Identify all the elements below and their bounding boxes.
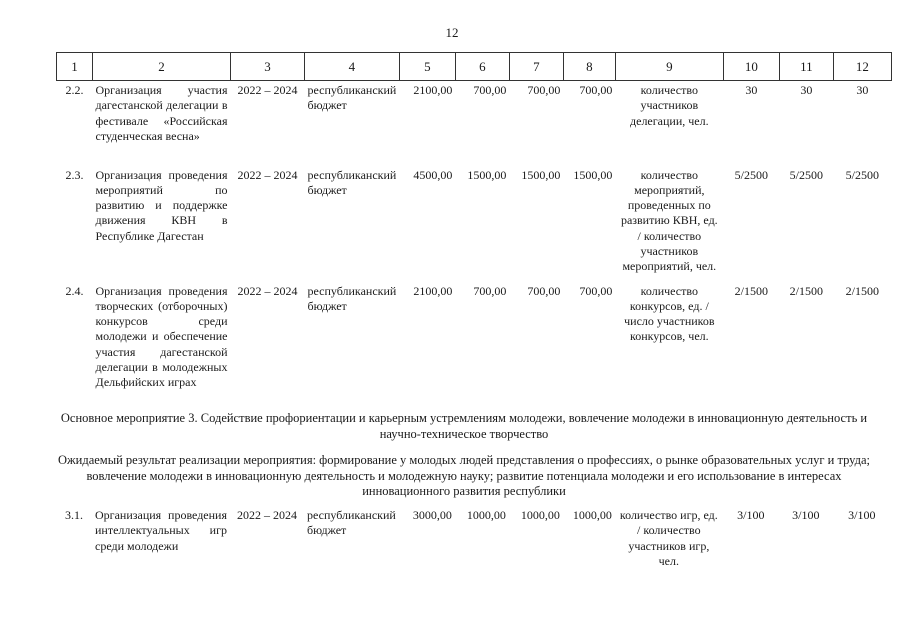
funding-2022: 700,00 xyxy=(473,283,507,298)
indicator-value-2023: 5/2500 xyxy=(789,167,823,182)
indicator-value-2024: 5/2500 xyxy=(845,167,879,182)
indicator-value-2023: 2/1500 xyxy=(789,283,823,298)
indicator: количество мероприятий, проведенных по развитию КВН, ед. / количество участников мероприятий, чел. xyxy=(620,167,718,274)
funding-total: 3000,00 xyxy=(412,508,452,522)
funding-total: 2100,00 xyxy=(413,283,453,298)
col-header: 9 xyxy=(615,53,723,81)
indicator-value-2024: 30 xyxy=(856,83,869,97)
period: 2022 – 2024 xyxy=(237,283,298,298)
table-row xyxy=(57,81,892,166)
row-number: 2.3. xyxy=(65,167,84,182)
table-row xyxy=(56,506,891,572)
measures-table-part2 xyxy=(56,506,891,572)
section-3-title: Основное мероприятие 3. Содействие профориентации и карьерным устремлениям молодежи, вовлечение молодежи в инновационную деятельность и научно-техническое творчество xyxy=(60,411,868,441)
indicator-value-2022: 2/1500 xyxy=(734,283,768,298)
row-number: 2.4. xyxy=(65,283,84,298)
funding-2022: 1000,00 xyxy=(466,508,506,522)
col-header: 12 xyxy=(833,53,891,81)
funding-total: 4500,00 xyxy=(413,167,453,182)
funding-2023: 700,00 xyxy=(527,283,561,298)
col-header: 2 xyxy=(93,53,231,81)
indicator: количество участников делегации, чел. xyxy=(630,83,709,128)
col-header: 8 xyxy=(563,53,615,81)
period: 2022 – 2024 xyxy=(237,167,298,182)
funding-source: республиканский бюджет xyxy=(307,508,396,538)
funding-2022: 700,00 xyxy=(473,83,507,97)
indicator-value-2024: 3/100 xyxy=(848,508,876,522)
indicator-value-2023: 30 xyxy=(800,83,813,97)
col-header: 1 xyxy=(57,53,93,81)
table-row xyxy=(57,166,892,282)
funding-2024: 1000,00 xyxy=(572,508,612,522)
measure-name: Организация участия дагестанской делегации в фестивале «Российская студенческая весна» xyxy=(95,83,228,143)
col-header: 7 xyxy=(509,53,563,81)
funding-source: республиканский бюджет xyxy=(307,83,397,113)
col-header: 6 xyxy=(455,53,509,81)
row-number: 3.1. xyxy=(65,508,83,522)
section-3-expected-result: Ожидаемый результат реализации мероприятия: формирование у молодых людей представления о профессиях, о рынке образовательных услуг и труда; вовлечение молодежи в инновационную деятельность и молодежную науку; развитие потенциала молодежи и его использование в интересах инновационного развития республики xyxy=(57,453,870,498)
indicator: количество игр, ед. / количество участников игр, чел. xyxy=(619,508,718,568)
measure-name: Организация проведения мероприятий по развитию и поддержке движения КВН в Республике Дагестан xyxy=(95,167,228,243)
funding-2023: 1500,00 xyxy=(521,167,561,182)
col-header: 4 xyxy=(305,53,400,81)
col-header: 11 xyxy=(779,53,833,81)
period: 2022 – 2024 xyxy=(237,83,298,97)
measure-name: Организация проведения интеллектуальных игр среди молодежи xyxy=(95,508,227,553)
page-number: 12 xyxy=(445,25,459,40)
col-header: 3 xyxy=(231,53,305,81)
indicator-value-2023: 3/100 xyxy=(792,508,820,522)
period: 2022 – 2024 xyxy=(237,508,297,522)
funding-2023: 700,00 xyxy=(527,83,561,97)
funding-2023: 1000,00 xyxy=(520,508,560,522)
col-header: 10 xyxy=(723,53,779,81)
funding-2024: 700,00 xyxy=(579,83,613,97)
funding-2024: 700,00 xyxy=(579,283,613,298)
measures-table-part1 xyxy=(56,52,892,407)
col-header: 5 xyxy=(399,53,455,81)
table-row xyxy=(57,282,892,407)
funding-2022: 1500,00 xyxy=(467,167,507,182)
indicator-value-2022: 30 xyxy=(745,83,758,97)
indicator-value-2022: 3/100 xyxy=(737,508,765,522)
funding-total: 2100,00 xyxy=(413,83,453,97)
funding-source: республиканский бюджет xyxy=(307,167,397,197)
indicator-value-2022: 5/2500 xyxy=(734,167,768,182)
funding-2024: 1500,00 xyxy=(573,167,613,182)
funding-source: республиканский бюджет xyxy=(307,283,397,313)
measure-name: Организация проведения творческих (отборочных) конкурсов среди молодежи и обеспечение участия дагестанской делегации в молодежных Дельфийских играх xyxy=(95,283,228,390)
row-number: 2.2. xyxy=(65,83,84,97)
column-number-header-row xyxy=(57,53,892,81)
indicator-value-2024: 2/1500 xyxy=(845,283,879,298)
indicator: количество конкурсов, ед. / число участников конкурсов, чел. xyxy=(624,283,715,344)
